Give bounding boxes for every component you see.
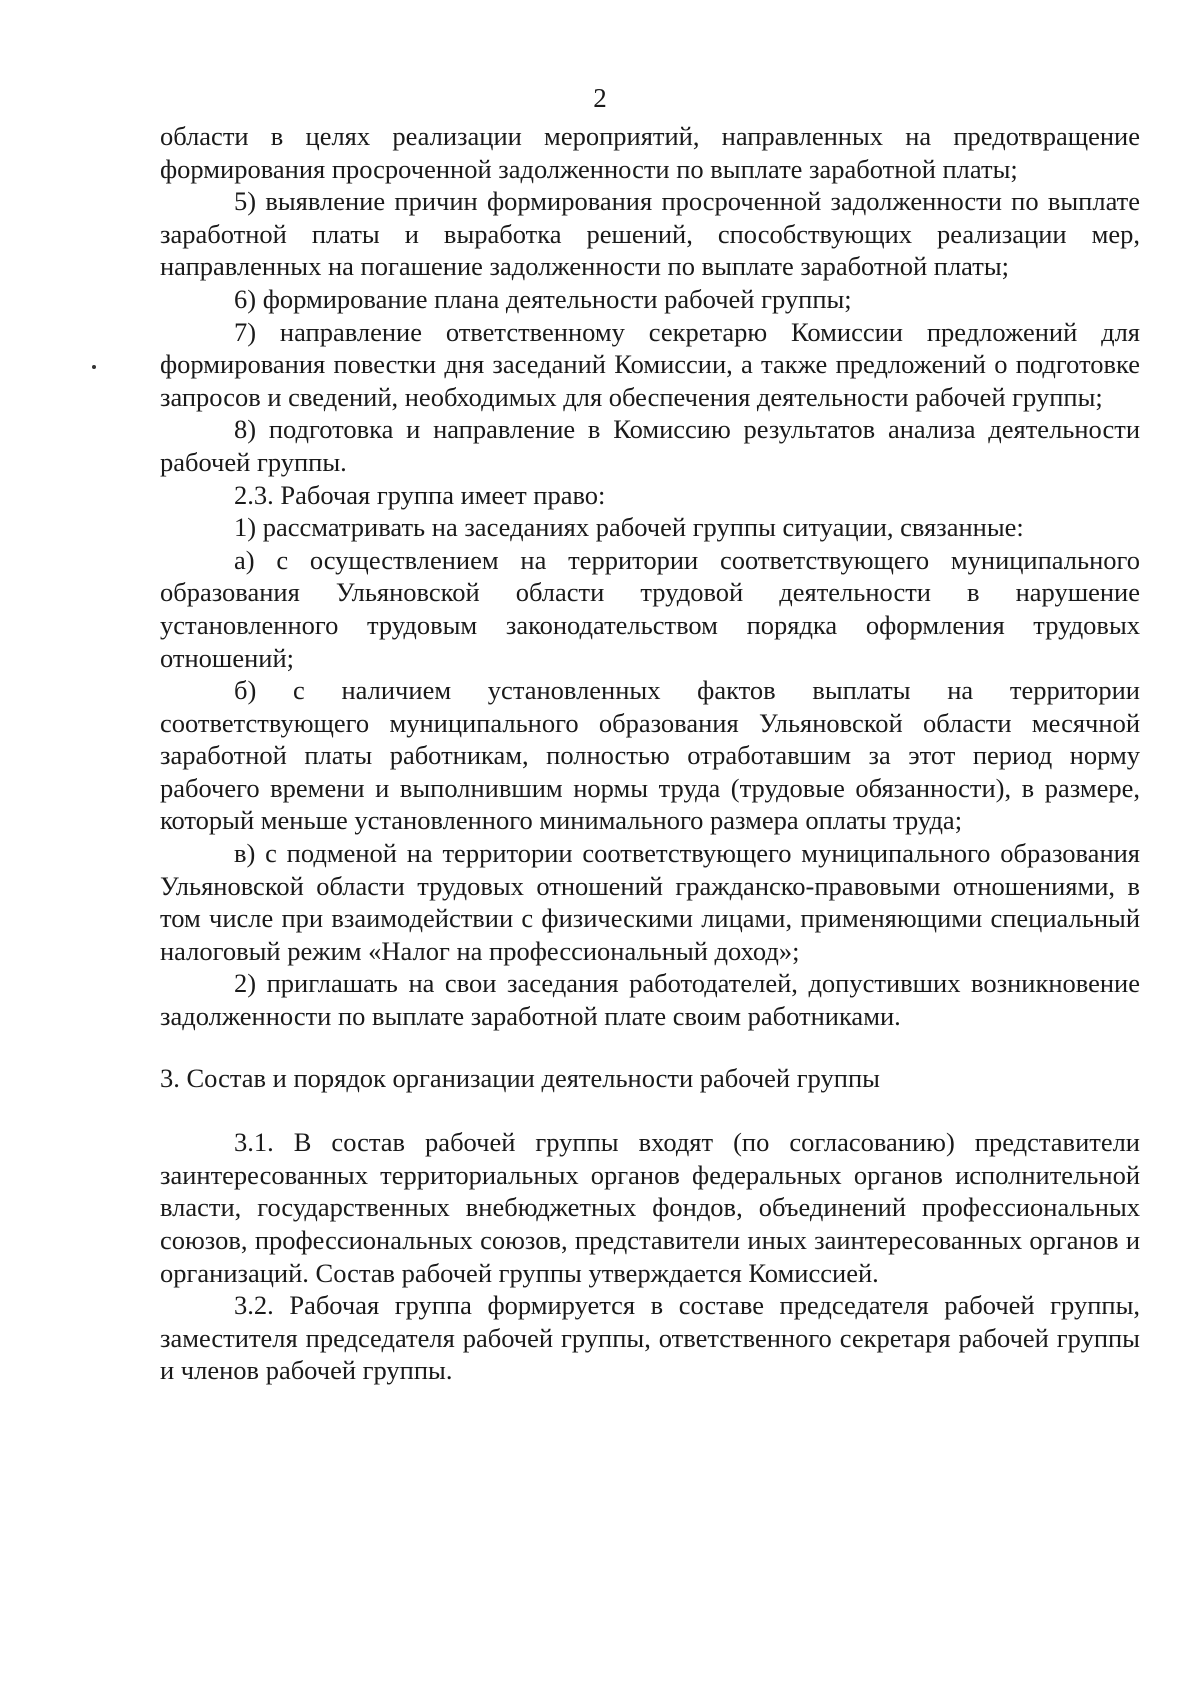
paragraph-clause-3-1: 3.1. В состав рабочей группы входят (по согласованию) представители заинтересованных территориальных органов федеральных органов исполнительной власти, государственных внебюджетных фондов, объединений профессиональных союзов, профессиональных союзов, представители иных заинтересованных органов и организаций. Состав рабочей группы утверждается Комиссией. (160, 1127, 1140, 1288)
paragraph-clause-3-2: 3.2. Рабочая группа формируется в составе председателя рабочей группы, заместителя председателя рабочей группы, ответственного секретаря рабочей группы и членов рабочей группы. (160, 1290, 1140, 1386)
paragraph-subitem-v: в) с подменой на территории соответствующего муниципального образования Ульяновской области трудовых отношений гражданско-правовыми отношениями, в том числе при взаимодействии с физическими лицами, применяющими специальный налоговый режим «Налог на профессиональный доход»; (160, 838, 1140, 966)
paragraph-clause-2-3: 2.3. Рабочая группа имеет право: (234, 479, 606, 510)
paragraph-item-7: 7) направление ответственному секретарю Комиссии предложений для формирования повестки дня заседаний Комиссии, а также предложений о подготовке запросов и сведений, необходимых для обеспечения деятельности рабочей группы; (160, 316, 1140, 412)
paragraph-item-6: 6) формирование плана деятельности рабочей группы; (234, 283, 852, 314)
paragraph-right-1: 1) рассматривать на заседаниях рабочей группы ситуации, связанные: (234, 512, 1024, 543)
paragraph-continuation: области в целях реализации мероприятий, направленных на предотвращение формирования просроченной задолженности по выплате заработной платы; (160, 121, 1140, 184)
paragraph-right-2: 2) приглашать на свои заседания работодателей, допустивших возникновение задолженности по выплате заработной плате своим работниками. (160, 968, 1140, 1032)
page-number: 2 (593, 83, 607, 113)
section-heading: 3. Состав и порядок организации деятельности рабочей группы (160, 1062, 880, 1093)
paragraph-subitem-b: б) с наличием установленных фактов выплаты на территории соответствующего муниципального образования Ульяновской области месячной заработной платы работникам, полностью отработавшим за этот период норму рабочего времени и выполнившим нормы труда (трудовые обязанности), в размере, который меньше установленного минимального размера оплаты труда; (160, 675, 1140, 836)
scan-speck-mark (92, 365, 96, 369)
paragraph-item-5: 5) выявление причин формирования просроченной задолженности по выплате заработной платы и выработка решений, способствующих реализации мер, направленных на погашение задолженности по выплате заработной платы; (160, 186, 1140, 282)
document-body (160, 120, 1140, 1387)
paragraph-item-8: 8) подготовка и направление в Комиссию результатов анализа деятельности рабочей группы. (160, 414, 1140, 477)
paragraph-subitem-a: а) с осуществлением на территории соответствующего муниципального образования Ульяновской области трудовой деятельности в нарушение установленного трудовым законодательством порядка оформления трудовых отношений; (160, 544, 1140, 673)
